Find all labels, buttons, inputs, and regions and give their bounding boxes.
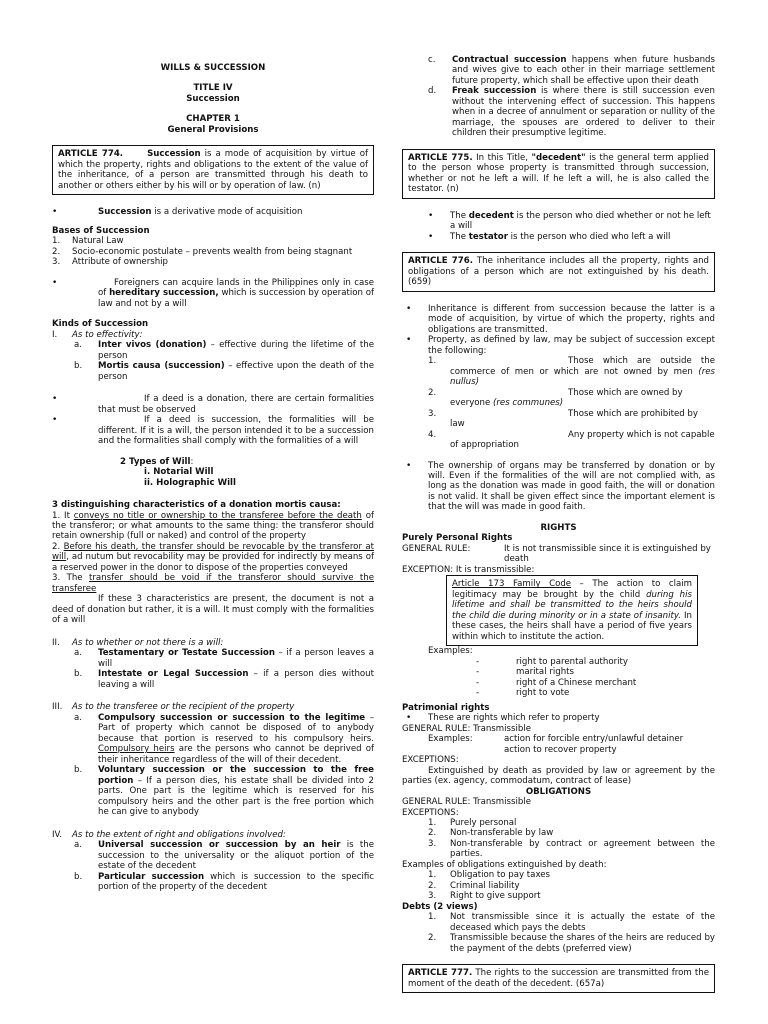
exception-label: EXCEPTION: It is transmissible: xyxy=(402,564,535,575)
title-subtitle: Succession xyxy=(186,93,240,104)
article-775-box: ARTICLE 775. In this Title, "decedent" is the general term applied to the person whose property is transmitted through succession, whether or not he left a will. If he left a will, he is also called the testator. (n) xyxy=(402,149,715,199)
kinds-IV-a: a. Universal succession or succession by an heir is the succession to the universality or the aliquot portion of the estate of the decedent xyxy=(74,840,374,872)
obligations-title: OBLIGATIONS xyxy=(525,786,592,797)
derivative-bullet: • Succession is a derivative mode of acquisition xyxy=(52,207,303,218)
obligation-example-2: 2. Criminal liability xyxy=(428,880,520,891)
kinds-IV-b: b. Particular succession which is succession to the specific portion of the property of the decedent xyxy=(74,871,375,892)
kinds-III-a: a. Compulsory succession or succession to the legitime – Part of property which cannot be disposed of to anybody because that portion is reserved to his compulsory heirs. Compulsory heirs are the persons who cannot be deprived of their inheritance regardless of the will of their decedent. xyxy=(74,712,374,765)
example-2: - marital rights xyxy=(476,667,574,678)
kinds-II-b: b. Intestate or Legal Succession – if a person dies without leaving a will xyxy=(74,669,374,690)
donation-bullet: • If a deed is a donation, there are certain formalities that must be observed xyxy=(52,394,374,415)
article-776-box: ARTICLE 776. The inheritance includes all the property, rights and obligations of a person which are not extinguished by his death. (659) xyxy=(402,252,715,291)
kinds-I-b: b. Mortis causa (succession) – effective upon the death of the person xyxy=(74,361,374,382)
obligation-exception-2: 2. Non-transferable by law xyxy=(428,828,554,839)
characteristic-1: 1. It conveys no title or ownership to the transferee before the death of the transferor; or what amounts to the same thing: the transferor should retain ownership (full or naked) and control of the property xyxy=(52,510,374,542)
kinds-I-a: a. Inter vivos (donation) – effective during the lifetime of the person xyxy=(74,340,374,361)
example-3: - right of a Chinese merchant xyxy=(476,677,637,688)
debts-title: Debts (2 views) xyxy=(402,901,478,912)
debt-view-1: 1. Not transmissible since it is actually the estate of the deceased which pays the debts xyxy=(428,912,715,933)
doc-title: WILLS & SUCCESSION xyxy=(160,63,266,73)
characteristic-3: 3. The transfer should be void if the transferor should survive the transferee xyxy=(52,573,374,594)
distinguishing-title: 3 distinguishing characteristics of a donation mortis causa: xyxy=(52,500,341,511)
article-774-label: ARTICLE 774. xyxy=(58,149,124,160)
foreigners-bullet: • Foreigners can acquire lands in the Philippines only in case of hereditary succession, which is succession by operation of law and not by a will xyxy=(52,277,374,309)
bases-title: Bases of Succession xyxy=(52,225,150,236)
patrimonial-bullet: • These are rights which refer to property xyxy=(406,713,600,724)
examples-label: Examples: xyxy=(428,646,473,657)
obligation-exception-3: 3. Non-transferable by contract or agreement between the parties. xyxy=(428,838,715,860)
debt-view-2: 2. Transmissible because the shares of the heirs are reduced by the payment of the debts (preferred view) xyxy=(428,933,715,954)
freak-succession: d. Freak succession is where there is still succession even without the intervening effect of succession. This happens when in a decree of annulment or separation or nullity of the marriage, the spouses are ordered to deliver to their children their presumptive legitime. xyxy=(428,86,715,139)
decedent-bullet: • The decedent is the person who died whether or not he left a will xyxy=(428,210,711,232)
exception-1: 1. Those which are outside the commerce of men or which are not owned by men (res nullus) xyxy=(428,356,715,388)
notarial-will: i. Notarial Will xyxy=(144,467,214,478)
bases-item-3: 3. Attribute of ownership xyxy=(52,257,169,268)
example-1: - right to parental authority xyxy=(476,656,628,667)
exception-3: 3. Those which are prohibited by law xyxy=(428,408,698,430)
chapter-name: General Provisions xyxy=(167,124,259,135)
patrimonial-example-2: action to recover property xyxy=(504,744,617,755)
article-777-box: ARTICLE 777. The rights to the succession are transmitted from the moment of the death of the decedent. (657a) xyxy=(402,964,715,993)
obligations-exceptions-label: EXCEPTIONS: xyxy=(402,807,459,818)
bases-item-1: 1. Natural Law xyxy=(52,236,124,247)
succession-bullet: • If a deed is succession, the formalities will be different. If it is a will, the person intended it to be a succession and the formalities shall comply with the formalities of a will xyxy=(52,415,374,447)
obligation-exception-1: 1. Purely personal xyxy=(428,818,517,828)
patrimonial-example-1: Examples: action for forcible entry/unlawful detainer xyxy=(428,734,684,745)
title-iv: TITLE IV xyxy=(193,83,233,94)
characteristics-closing: If these 3 characteristics are present, the document is not a deed of donation but rather, it is a will. It must comply with the formalities of a will xyxy=(52,594,374,626)
general-rule: GENERAL RULE: It is not transmissible since it is extinguished by death xyxy=(402,543,711,565)
example-4: - right to vote xyxy=(476,688,570,699)
kinds-title: Kinds of Succession xyxy=(52,319,149,330)
obligations-examples-label: Examples of obligations extinguished by death: xyxy=(402,859,607,870)
exception-2: 2. Those which are owned by everyone (res communes) xyxy=(428,387,683,409)
types-of-will-title: 2 Types of Will: xyxy=(120,456,194,467)
bases-item-2: 2. Socio-economic postulate – prevents wealth from being stagnant xyxy=(52,246,353,257)
patrimonial-general-rule: GENERAL RULE: Transmissible xyxy=(402,723,532,734)
kinds-IV: IV. As to the extent of right and obligations involved: xyxy=(52,829,286,840)
article-774-box xyxy=(52,145,374,195)
left-column xyxy=(52,0,374,892)
kinds-III: III. As to the transferee or the recipient of the property xyxy=(52,702,295,713)
patrimonial-title: Patrimonial rights xyxy=(402,702,490,713)
kinds-I: I. As to effectivity: xyxy=(52,329,143,340)
rights-title: RIGHTS xyxy=(540,522,577,533)
article-774-text: is a mode of acquisition by virtue of which the property, rights and obligations to the extent of the value of the inheritance, of a person are transmitted through his death to another or others either by his will or by operation of law. (n) xyxy=(58,149,369,191)
obligation-example-1: 1. Obligation to pay taxes xyxy=(428,870,551,881)
holographic-will: ii. Holographic Will xyxy=(144,477,236,488)
patrimonial-exceptions-text: Extinguished by death as provided by law or agreement by the parties (ex. agency, commodatum, contract of lease) xyxy=(402,765,715,787)
family-code-box: Article 173 Family Code – The action to claim legitimacy may be brought by the child during his lifetime and shall be transmitted to the heirs should the child die during minority or in a state of insanity. In these cases, the heirs shall have a period of five years within which to institute the action. xyxy=(446,575,698,646)
kinds-II: II. As to whether or not there is a will: xyxy=(52,637,224,648)
property-bullet: • Property, as defined by law, may be subject of succession except the following: xyxy=(406,335,715,356)
patrimonial-exceptions-label: EXCEPTIONS: xyxy=(402,755,459,766)
article-774-term: Succession xyxy=(147,149,201,160)
exception-4: 4. Any property which is not capable of appropriation xyxy=(428,429,715,451)
testator-bullet: • The testator is the person who died who left a will xyxy=(428,231,671,242)
organs-bullet: • The ownership of organs may be transferred by donation or by will. Even if the formalities of the will are not complied with, as long as the donation was made in good faith, the will or donation is not valid. It shall be given effect since the important element is that the will was made in good faith. xyxy=(406,460,715,513)
right-column xyxy=(402,0,715,993)
obligation-example-3: 3. Right to give support xyxy=(428,891,541,902)
purely-personal-title: Purely Personal Rights xyxy=(402,533,513,544)
characteristic-2: 2. Before his death, the transfer should be revocable by the transferor at will, ad nutum but revocability may be provided for indirectly by means of a reserved power in the donor to dispose of the properties conveyed xyxy=(52,541,374,573)
contractual-succession: c. Contractual succession happens when future husbands and wives give to each other in their marriage settlement future property, which shall be effective upon their death xyxy=(428,55,715,86)
obligations-general-rule: GENERAL RULE: Transmissible xyxy=(402,797,532,808)
kinds-II-a: a. Testamentary or Testate Succession – if a person leaves a will xyxy=(74,648,374,669)
inheritance-bullet: • Inheritance is different from succession because the latter is a mode of acquisition, by virtue of which the property, rights and obligations are transmitted. xyxy=(406,303,715,335)
kinds-III-b: b. Voluntary succession or the succession to the free portion – If a person dies, his estate shall be divided into 2 parts. One part is the legitime which is reserved for his compulsory heirs and the other part is the free portion which he can give to anybody xyxy=(74,765,374,818)
chapter-heading: CHAPTER 1 xyxy=(186,114,240,125)
